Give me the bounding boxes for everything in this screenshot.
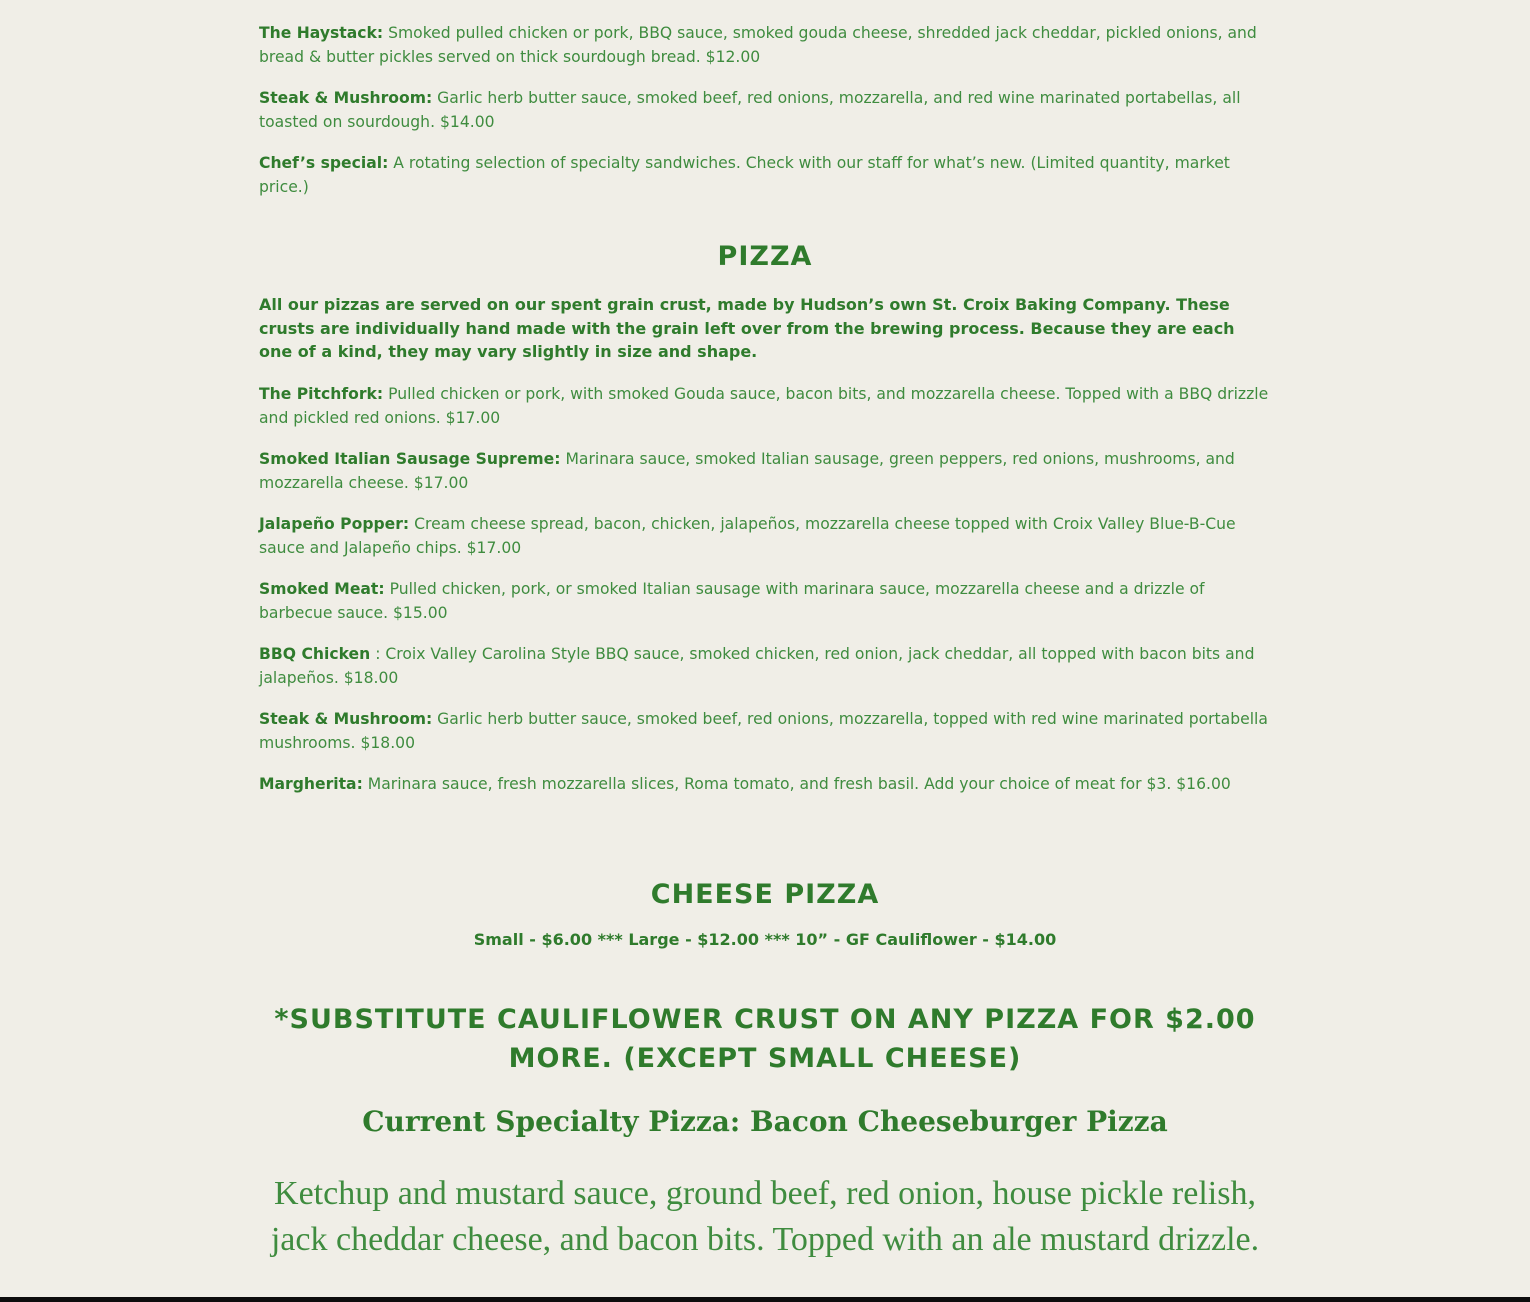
menu-item-desc: Marinara sauce, fresh mozzarella slices, Roma tomato, and fresh basil. Add your choice of meat for $3. $16.00 (362, 775, 1231, 793)
cheese-pizza-title: CHEESE PIZZA (650, 879, 880, 910)
menu-item-name: BBQ Chicken (259, 645, 371, 663)
menu-item-desc: Garlic herb butter sauce, smoked beef, red onions, mozzarella, topped with red wine marinated portabella mushrooms. $18.00 (259, 710, 1268, 752)
menu-item-name: Margherita: (259, 775, 363, 793)
menu-item-name: Smoked Italian Sausage Supreme: (259, 450, 561, 468)
menu-item-name: Steak & Mushroom: (259, 710, 433, 728)
menu-item (259, 512, 1271, 560)
pizza-intro-text: All our pizzas are served on our spent grain crust, made by Hudson’s own St. Croix Baking Company. These crusts are individually hand made with the grain left over from the brewing process. Because they are each one of a kind, they may vary slightly in size and shape. (259, 295, 1235, 361)
menu-item (259, 707, 1271, 755)
menu-item-desc: Marinara sauce, smoked Italian sausage, green peppers, red onions, mushrooms, and mozzarella cheese. $17.00 (259, 450, 1235, 492)
menu-item-desc: : Croix Valley Carolina Style BBQ sauce, smoked chicken, red onion, jack cheddar, all topped with bacon bits and jalapeños. $18.00 (259, 645, 1255, 687)
menu-item-desc: Pulled chicken or pork, with smoked Gouda sauce, bacon bits, and mozzarella cheese. Topped with a BBQ drizzle and pickled red onions. $17.00 (259, 385, 1269, 427)
menu-item (259, 642, 1271, 690)
page-bottom-border (0, 1297, 1530, 1302)
cheese-pizza-sizes: Small - $6.00 *** Large - $12.00 *** 10” - GF Cauliflower - $14.00 (473, 930, 1057, 949)
menu-item (259, 382, 1271, 430)
cauliflower-substitute-note: *SUBSTITUTE CAULIFLOWER CRUST ON ANY PIZZA FOR $2.00 MORE. (EXCEPT SMALL CHEESE) (274, 1004, 1256, 1074)
menu-item-desc: Pulled chicken, pork, or smoked Italian sausage with marinara sauce, mozzarella cheese and a drizzle of barbecue sauce. $15.00 (259, 580, 1205, 622)
menu-item (259, 86, 1271, 134)
menu-item (259, 772, 1271, 796)
menu-item (259, 21, 1271, 69)
menu-item (259, 151, 1271, 199)
specialty-pizza-title: Current Specialty Pizza: Bacon Cheeseburger Pizza (362, 1105, 1168, 1138)
menu-item-desc: Cream cheese spread, bacon, chicken, jalapeños, mozzarella cheese topped with Croix Valley Blue-B-Cue sauce and Jalapeño chips. $17.00 (259, 515, 1236, 557)
menu-item-name: The Pitchfork: (259, 385, 384, 403)
menu-item-desc: A rotating selection of specialty sandwiches. Check with our staff for what’s new. (Limited quantity, market price.) (259, 154, 1230, 196)
menu-item-desc: Garlic herb butter sauce, smoked beef, red onions, mozzarella, and red wine marinated portabellas, all toasted on sourdough. $14.00 (259, 89, 1241, 131)
menu-content (259, 21, 1271, 1258)
menu-item-desc: Smoked pulled chicken or pork, BBQ sauce, smoked gouda cheese, shredded jack cheddar, pickled onions, and bread & butter pickles served on thick sourdough bread. $12.00 (259, 24, 1257, 66)
menu-item-name: Jalapeño Popper: (259, 515, 410, 533)
specialty-pizza-description: Ketchup and mustard sauce, ground beef, red onion, house pickle relish, jack cheddar cheese, and bacon bits. Topped with an ale mustard drizzle. (270, 1175, 1260, 1258)
menu-item-name: The Haystack: (259, 24, 384, 42)
menu-item-name: Chef’s special: (259, 154, 389, 172)
menu-item-name: Smoked Meat: (259, 580, 385, 598)
menu-item (259, 447, 1271, 495)
menu-item (259, 577, 1271, 625)
pizza-section-title: PIZZA (717, 241, 813, 272)
menu-item-name: Steak & Mushroom: (259, 89, 433, 107)
pizza-list (259, 382, 1271, 813)
sandwich-list (259, 21, 1271, 199)
